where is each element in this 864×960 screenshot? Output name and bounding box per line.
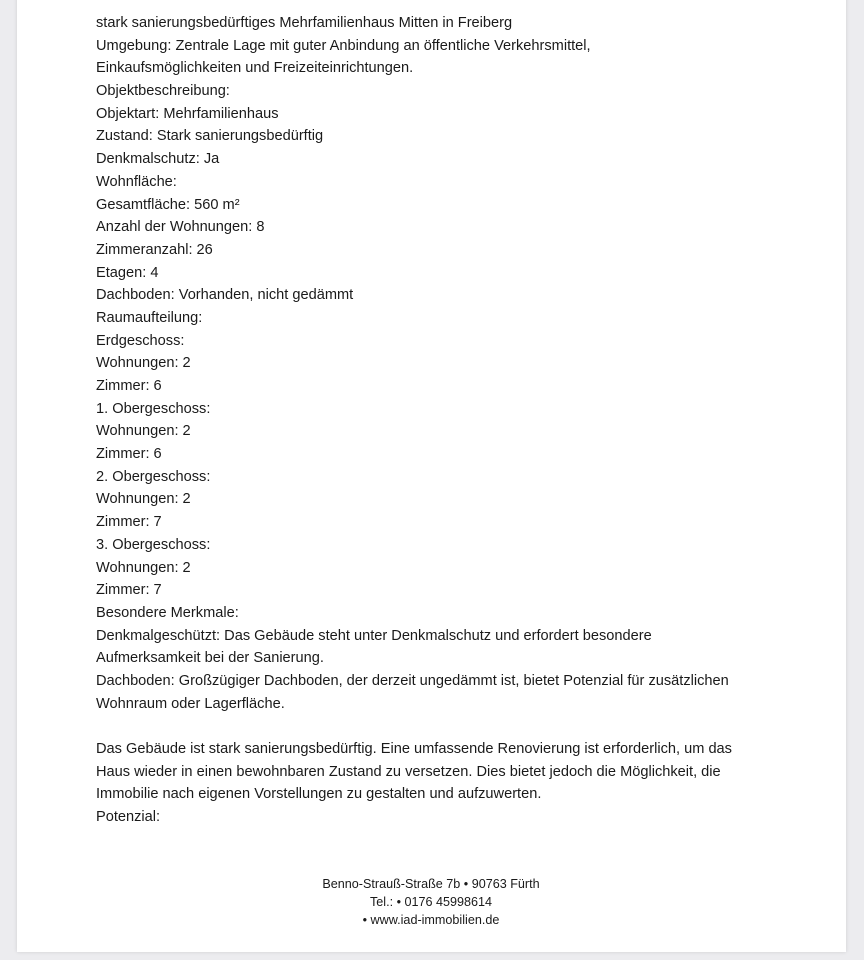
text-line: Objektart: Mehrfamilienhaus: [96, 105, 279, 122]
text-line: Dachboden: Vorhanden, nicht gedämmt: [96, 287, 354, 304]
text-line: Wohnungen: 2: [96, 355, 191, 372]
text-line: Umgebung: Zentrale Lage mit guter Anbindung an öffentliche Verkehrsmittel,: [96, 37, 591, 54]
text-line: Zimmer: 7: [96, 582, 162, 599]
text-line: Wohnfläche:: [96, 173, 177, 190]
text-line: Zustand: Stark sanierungsbedürftig: [96, 128, 324, 145]
text-line: [96, 715, 796, 738]
text-line: Zimmer: 7: [96, 514, 162, 531]
text-line: Besondere Merkmale:: [96, 604, 239, 621]
text-line: Haus wieder in einen bewohnbaren Zustand zu versetzen. Dies bietet jedoch die Möglichkeit, die: [96, 763, 721, 780]
text-line: Denkmalschutz: Ja: [96, 151, 220, 168]
text-line: 1. Obergeschoss:: [96, 400, 211, 417]
footer-website[interactable]: • www.iad-immobilien.de: [362, 913, 500, 927]
text-line: Objektbeschreibung:: [96, 83, 230, 100]
text-line: Erdgeschoss:: [96, 332, 185, 349]
text-line: Das Gebäude ist stark sanierungsbedürftig. Eine umfassende Renovierung ist erforderlich, um das: [96, 741, 732, 757]
footer: [231, 875, 631, 929]
text-line: 3. Obergeschoss:: [96, 536, 211, 553]
footer-phone: Tel.: • 0176 45998614: [369, 895, 493, 909]
text-line: Immobilie nach eigenen Vorstellungen zu gestalten und aufzuwerten.: [96, 786, 542, 803]
text-line: Zimmer: 6: [96, 378, 162, 394]
text-line: stark sanierungsbedürftiges Mehrfamilienhaus Mitten in Freiberg: [96, 15, 513, 31]
text-line: 2. Obergeschoss:: [96, 468, 211, 485]
text-line: Wohnungen: 2: [96, 559, 191, 576]
footer-address: Benno-Strauß-Straße 7b • 90763 Fürth: [322, 877, 540, 891]
text-line: Zimmeranzahl: 26: [96, 241, 213, 258]
text-line: Etagen: 4: [96, 264, 159, 281]
text-line: Potenzial:: [96, 809, 161, 826]
text-line: Dachboden: Großzügiger Dachboden, der derzeit ungedämmt ist, bietet Potenzial für zusätzlichen: [96, 672, 729, 689]
text-line: Denkmalgeschützt: Das Gebäude steht unter Denkmalschutz und erfordert besondere: [96, 627, 652, 644]
text-line: Wohnraum oder Lagerfläche.: [96, 695, 285, 712]
text-line: Zimmer: 6: [96, 446, 162, 463]
text-line: Raumaufteilung:: [96, 309, 203, 326]
text-line: Gesamtfläche: 560 m²: [96, 196, 240, 213]
text-line: Aufmerksamkeit bei der Sanierung.: [96, 650, 324, 667]
text-line: Anzahl der Wohnungen: 8: [96, 219, 265, 236]
listing-description: [96, 12, 796, 829]
text-line: Wohnungen: 2: [96, 423, 191, 440]
text-line: Einkaufsmöglichkeiten und Freizeiteinrichtungen.: [96, 60, 414, 77]
text-line: Wohnungen: 2: [96, 491, 191, 508]
